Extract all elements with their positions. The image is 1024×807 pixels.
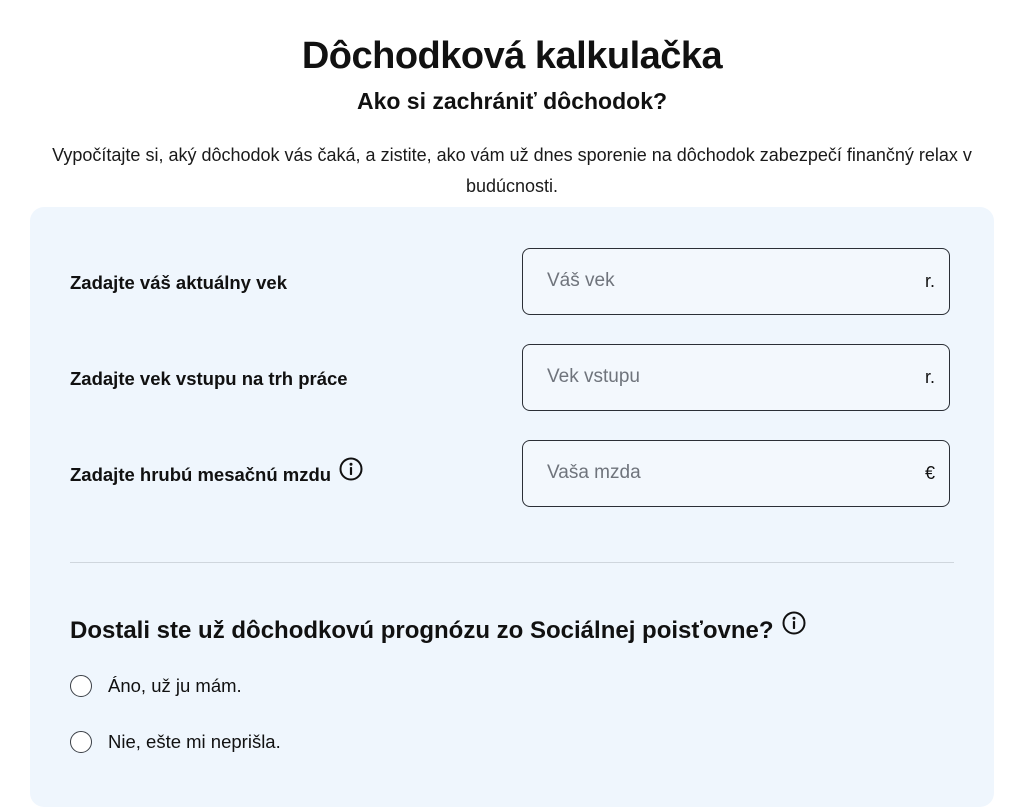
work-start-age-label-text: Zadajte vek vstupu na trh práce <box>70 368 348 389</box>
age-label-text: Zadajte váš aktuálny vek <box>70 272 287 293</box>
salary-input-box[interactable] <box>522 440 950 507</box>
work-start-age-input[interactable] <box>547 345 887 409</box>
work-start-age-input-box[interactable] <box>522 344 950 411</box>
intro-text: Vypočítajte si, aký dôchodok vás čaká, a zistite, ako vám už dnes sporenie na dôchodok zabezpečí finančný relax v budúcnosti. <box>52 145 972 196</box>
calculator-panel <box>30 207 994 807</box>
salary-info-icon[interactable] <box>339 457 363 481</box>
salary-input[interactable] <box>547 441 887 505</box>
radio-no-circle[interactable] <box>70 731 92 753</box>
radio-yes-circle[interactable] <box>70 675 92 697</box>
radio-yes-label: Áno, už ju mám. <box>108 675 242 696</box>
age-unit: r. <box>924 271 935 291</box>
field-row-salary <box>70 440 954 510</box>
age-input[interactable] <box>547 249 887 313</box>
age-label <box>70 248 287 318</box>
salary-unit: € <box>924 463 935 483</box>
work-start-age-label <box>70 344 348 414</box>
section-divider <box>70 562 954 563</box>
page-title: Dôchodková kalkulačka <box>301 35 723 78</box>
field-row-work-start-age <box>70 344 954 414</box>
radio-no-label: Nie, ešte mi neprišla. <box>108 731 281 752</box>
forecast-question-text: Dostali ste už dôchodkovú prognózu zo Sociálnej poisťovne? <box>70 617 774 644</box>
radio-option-no[interactable] <box>70 727 281 757</box>
salary-label <box>70 440 363 510</box>
page-subtitle: Ako si zachrániť dôchodok? <box>356 88 668 115</box>
field-row-age <box>70 248 954 318</box>
forecast-info-icon[interactable] <box>782 611 806 635</box>
forecast-question <box>70 617 806 645</box>
radio-option-yes[interactable] <box>70 671 242 701</box>
salary-label-text: Zadajte hrubú mesačnú mzdu <box>70 464 332 485</box>
work-start-age-unit: r. <box>924 367 935 387</box>
age-input-box[interactable] <box>522 248 950 315</box>
